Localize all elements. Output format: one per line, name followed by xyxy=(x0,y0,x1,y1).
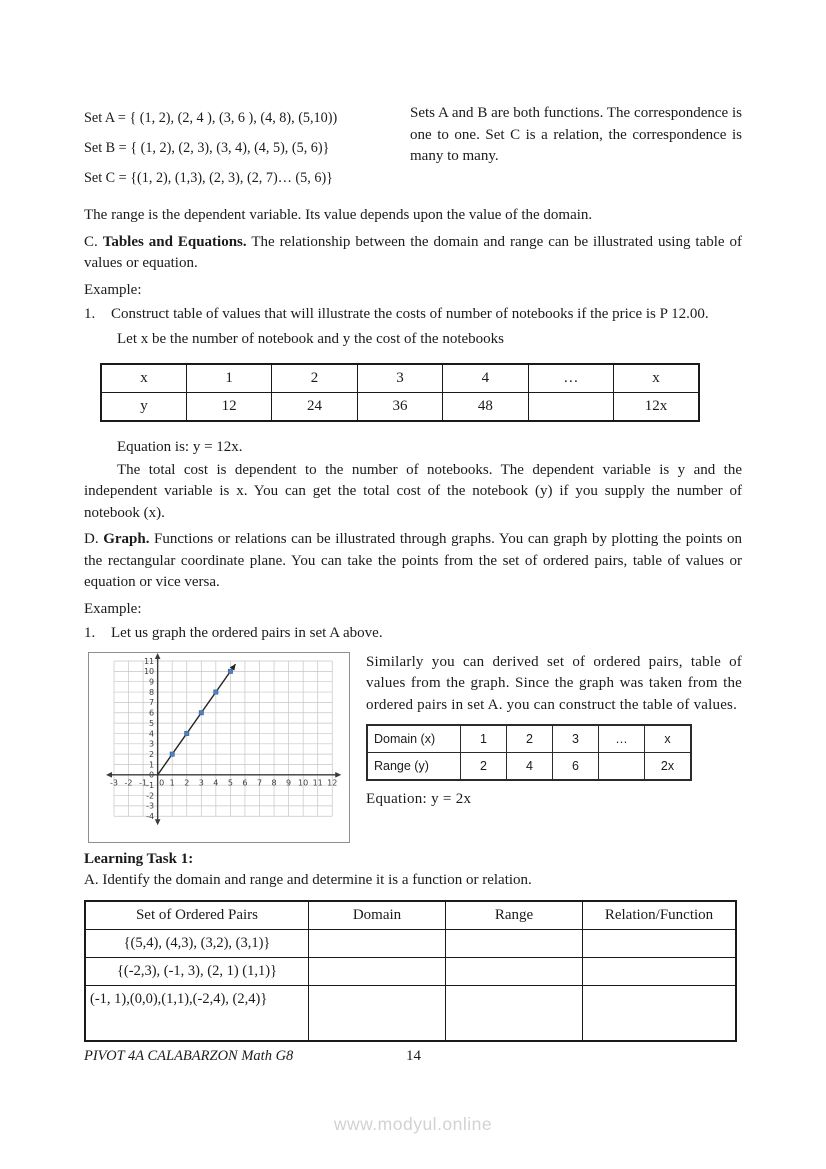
cell: Domain (x) xyxy=(367,725,461,753)
svg-text:6: 6 xyxy=(242,777,248,787)
column-header: Relation/Function xyxy=(583,901,737,930)
table-row xyxy=(367,725,691,753)
column-header: Range xyxy=(446,901,583,930)
paragraph-total-cost: The total cost is dependent to the number of notebooks. The dependent variable is y and the independent variable is x. You can get the total cost of the notebook (y) if you supply the number of notebook (x). xyxy=(84,461,742,521)
cell: 3 xyxy=(357,364,442,393)
section-d-title: Graph. xyxy=(103,531,150,547)
section-d-prefix: D. xyxy=(84,531,104,547)
svg-text:-3: -3 xyxy=(110,777,118,787)
svg-text:12: 12 xyxy=(327,777,338,787)
section-d-heading xyxy=(84,529,742,594)
svg-text:10: 10 xyxy=(298,777,309,787)
cell xyxy=(446,929,583,957)
svg-text:11: 11 xyxy=(312,777,323,787)
cell xyxy=(599,752,645,780)
svg-text:8: 8 xyxy=(149,687,155,697)
watermark: www.modyul.online xyxy=(333,1114,493,1134)
svg-text:3: 3 xyxy=(149,739,155,749)
example-label-2: Example: xyxy=(84,600,142,617)
svg-text:7: 7 xyxy=(256,777,263,787)
equation-1: Equation is: y = 12x. xyxy=(117,439,243,455)
svg-text:4: 4 xyxy=(149,728,155,738)
section-c-prefix: C. xyxy=(84,233,103,250)
cell xyxy=(309,957,446,985)
cell: 1 xyxy=(186,364,271,393)
svg-text:11: 11 xyxy=(143,656,155,666)
svg-text:7: 7 xyxy=(149,697,155,707)
cell: … xyxy=(528,364,613,393)
svg-text:9: 9 xyxy=(286,777,292,787)
set-b-line: Set B = { (1, 2), (2, 3), (3, 4), (4, 5), (5, 6)} xyxy=(84,140,330,156)
cell: 48 xyxy=(443,393,528,422)
cell xyxy=(583,985,737,1041)
svg-text:4: 4 xyxy=(213,777,219,787)
page-footer xyxy=(84,1048,742,1065)
svg-text:-4: -4 xyxy=(146,811,155,821)
list-text: Let us graph the ordered pairs in set A above. xyxy=(111,625,383,641)
table-row xyxy=(101,364,699,393)
cell: 4 xyxy=(507,752,553,780)
page-number: 14 xyxy=(406,1047,421,1064)
svg-text:3: 3 xyxy=(198,777,204,787)
learning-task-instruction: A. Identify the domain and range and determine it is a function or relation. xyxy=(84,872,532,888)
svg-text:8: 8 xyxy=(271,777,277,787)
cell xyxy=(583,957,737,985)
example-label-1: Example: xyxy=(84,281,142,298)
coordinate-plane-chart xyxy=(88,652,350,843)
svg-text:-1: -1 xyxy=(146,780,155,790)
section-d-rest: Functions or relations can be illustrated through graphs. You can graph by plotting the points on the rectangular coordinate plane. You can take the points from the set of ordered pairs, table of values or equation or vice versa. xyxy=(84,531,742,590)
svg-text:-1: -1 xyxy=(139,777,148,787)
cell: 1 xyxy=(461,725,507,753)
cell: … xyxy=(599,725,645,753)
table-header-row xyxy=(85,901,736,930)
cell: 12x xyxy=(614,393,699,422)
footer-module-title: PIVOT 4A CALABARZON Math G8 xyxy=(84,1047,294,1064)
sets-note: Sets A and B are both functions. The correspondence is one to one. Set C is a relation, the correspondence is many to many. xyxy=(410,105,742,164)
svg-text:-3: -3 xyxy=(146,801,155,811)
learning-task-table xyxy=(84,900,737,1042)
cell: x xyxy=(614,364,699,393)
domain-range-table xyxy=(366,724,692,781)
cell xyxy=(446,985,583,1041)
table-row xyxy=(85,929,736,957)
equation-2: Equation: y = 2x xyxy=(366,790,472,807)
cell: 6 xyxy=(553,752,599,780)
graph-section xyxy=(84,652,742,843)
table-row xyxy=(367,752,691,780)
cell xyxy=(446,957,583,985)
svg-text:9: 9 xyxy=(149,677,155,686)
svg-text:2: 2 xyxy=(149,749,155,759)
sets-list xyxy=(84,103,410,193)
cell: 2x xyxy=(645,752,692,780)
cell: 4 xyxy=(443,364,528,393)
list-text: Construct table of values that will illustrate the costs of number of notebooks if the price is P 12.00. xyxy=(111,306,709,322)
cell: y xyxy=(101,393,186,422)
cell: 2 xyxy=(461,752,507,780)
cell xyxy=(309,929,446,957)
cell: Range (y) xyxy=(367,752,461,780)
list-number: 1. xyxy=(84,625,96,641)
graph-side-column xyxy=(366,652,742,843)
section-c-rest: The relationship between the domain and range can be illustrated using table of values or equation. xyxy=(84,233,742,271)
list-item-1 xyxy=(84,304,742,326)
cell xyxy=(583,929,737,957)
set-a-line: Set A = { (1, 2), (2, 4 ), (3, 6 ), (4, 8), (5,10)) xyxy=(84,110,338,126)
cell: {(-2,3), (-1, 3), (2, 1) (1,1)} xyxy=(85,957,309,985)
svg-text:5: 5 xyxy=(227,777,233,787)
cell: 3 xyxy=(553,725,599,753)
learning-task-title: Learning Task 1: xyxy=(84,850,194,867)
coordinate-plane-svg xyxy=(89,653,349,842)
cell: 2 xyxy=(272,364,357,393)
list-item-2 xyxy=(84,623,742,645)
table-row xyxy=(85,985,736,1041)
column-header: Set of Ordered Pairs xyxy=(85,901,309,930)
table-of-values-notebooks xyxy=(100,363,700,422)
cell: 2 xyxy=(507,725,553,753)
svg-text:-2: -2 xyxy=(124,777,133,787)
sets-block xyxy=(84,103,742,193)
svg-text:1: 1 xyxy=(149,759,155,769)
table-row xyxy=(101,393,699,422)
svg-text:10: 10 xyxy=(143,666,155,676)
cell xyxy=(528,393,613,422)
svg-text:2: 2 xyxy=(184,777,190,787)
svg-text:1: 1 xyxy=(169,777,175,787)
cell: 36 xyxy=(357,393,442,422)
cell: 24 xyxy=(272,393,357,422)
svg-text:6: 6 xyxy=(149,708,155,718)
section-c-title: Tables and Equations. xyxy=(102,233,247,250)
cell: 12 xyxy=(186,393,271,422)
svg-text:0: 0 xyxy=(149,770,155,780)
svg-text:5: 5 xyxy=(149,718,155,728)
section-c-heading xyxy=(84,232,742,275)
set-c-line: Set C = {(1, 2), (1,3), (2, 3), (2, 7)… (5, 6)} xyxy=(84,170,333,186)
cell xyxy=(309,985,446,1041)
cell: x xyxy=(645,725,692,753)
paragraph-similarly: Similarly you can derived set of ordered pairs, table of values from the graph. Since the graph was taken from the ordered pairs in set A. you can construct the table of values. xyxy=(366,653,742,713)
paragraph-range: The range is the dependent variable. Its value depends upon the value of the domain. xyxy=(84,207,593,223)
page-content xyxy=(84,0,742,1065)
column-header: Domain xyxy=(309,901,446,930)
cell: {(5,4), (4,3), (3,2), (3,1)} xyxy=(85,929,309,957)
svg-text:-2: -2 xyxy=(146,790,155,800)
let-statement: Let x be the number of notebook and y the cost of the notebooks xyxy=(117,330,504,347)
table-row xyxy=(85,957,736,985)
cell: x xyxy=(101,364,186,393)
svg-text:0: 0 xyxy=(159,777,165,787)
cell: (-1, 1),(0,0),(1,1),(-2,4), (2,4)} xyxy=(85,985,309,1041)
list-number: 1. xyxy=(84,306,96,322)
